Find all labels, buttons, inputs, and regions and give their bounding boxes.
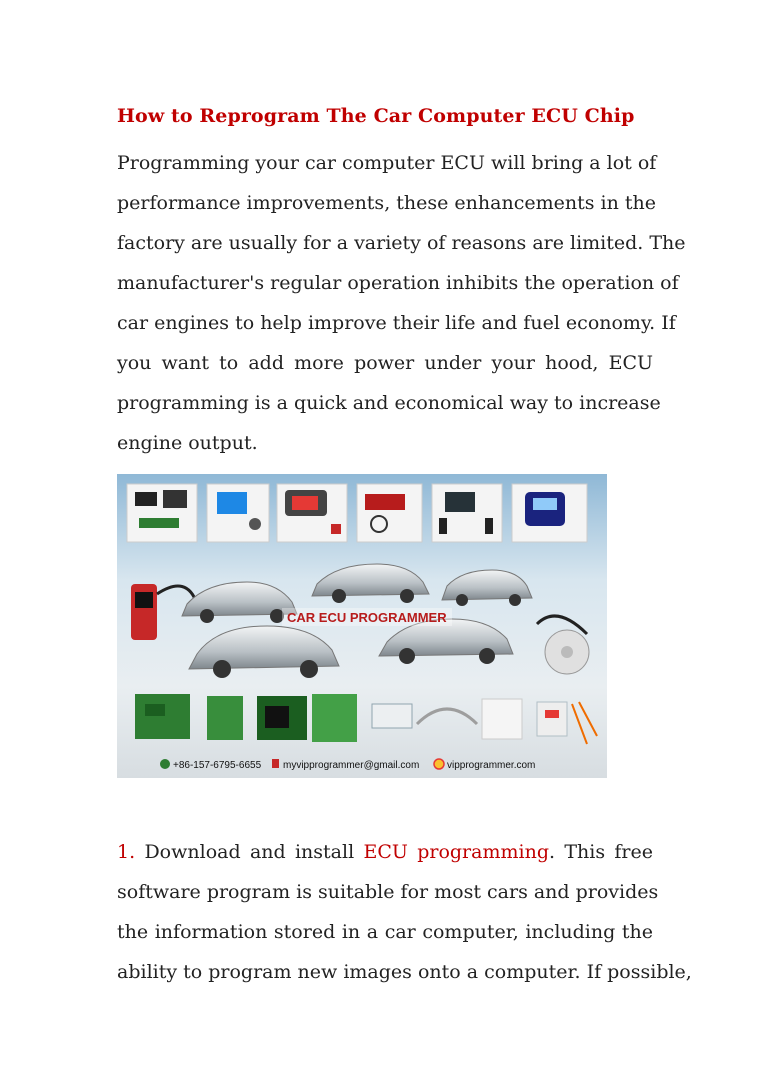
contact-strip: [160, 759, 535, 771]
intro-line: manufacturer's regular operation inhibits the operation of: [117, 272, 679, 294]
intro-line: performance improvements, these enhancements in the: [117, 192, 656, 214]
browser-icon: [434, 759, 444, 769]
whatsapp-icon: [160, 759, 170, 769]
contact-email: myvipprogrammer@gmail.com: [283, 760, 420, 771]
banner-heading: CAR ECU PROGRAMMER: [287, 610, 447, 625]
intro-line: engine output.: [117, 432, 258, 454]
intro-paragraph: [117, 143, 686, 463]
intro-line: Programming your car computer ECU will bring a lot of: [117, 152, 657, 174]
intro-line: programming is a quick and economical way to increase: [117, 392, 661, 414]
contact-website: vipprogrammer.com: [447, 760, 536, 771]
step-1-line: ability to program new images onto a computer. If possible,: [117, 961, 692, 983]
contact-phone: +86-157-6795-6655: [173, 760, 262, 771]
intro-line: factory are usually for a variety of reasons are limited. The: [117, 232, 686, 254]
step-1-line: software program is suitable for most cars and provides: [117, 881, 659, 903]
step-1-first-line: [117, 832, 653, 872]
product-thumbnails-top: [127, 484, 587, 542]
step-after-link-text: . This free: [548, 841, 653, 863]
step-number: 1.: [117, 841, 136, 863]
intro-line: you want to add more power under your hood, ECU: [117, 352, 653, 374]
article-title: How to Reprogram The Car Computer ECU Chip: [117, 105, 635, 127]
intro-line: car engines to help improve their life and fuel economy. If: [117, 312, 676, 334]
email-icon: [272, 759, 279, 768]
step-1-paragraph: [117, 832, 692, 992]
ecu-programmer-banner-image: [117, 474, 607, 778]
step-1-line: the information stored in a car computer, including the: [117, 921, 653, 943]
ecu-programming-link[interactable]: ECU programming: [363, 841, 549, 863]
step-lead-text: Download and install: [144, 841, 355, 863]
